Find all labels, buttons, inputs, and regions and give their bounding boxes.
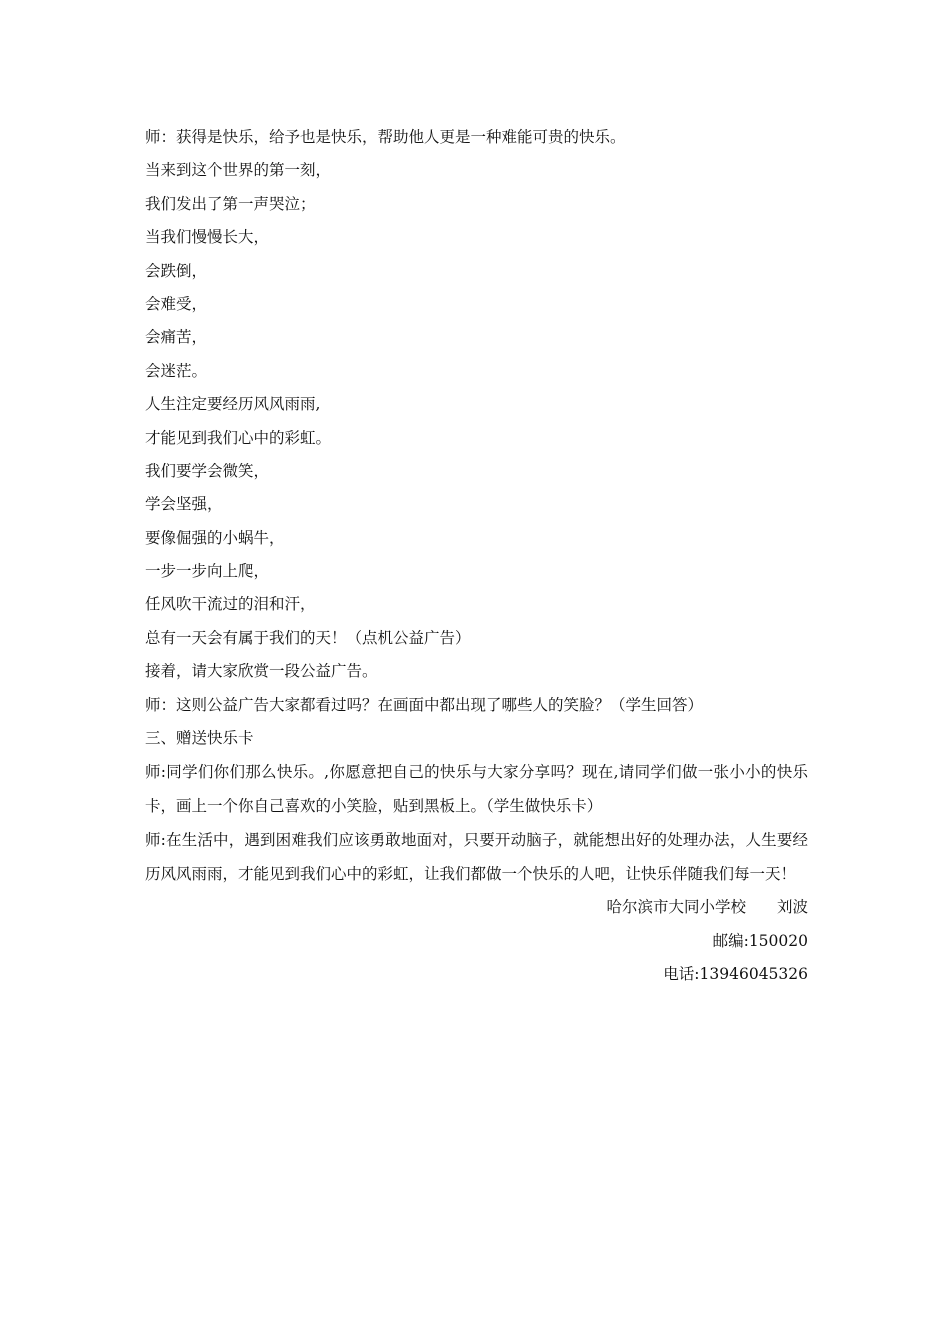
text-line: 会难受，	[145, 294, 208, 313]
text-line: 当来到这个世界的第一刻，	[145, 161, 332, 180]
text-line: 会迷茫。	[145, 361, 208, 380]
paragraph-closing: 师:在生活中，遇到困难我们应该勇敢地面对，只要开动脑子，就能想出好的处理办法，人生要经历风风雨雨，才能见到我们心中的彩虹，让我们都做一个快乐的人吧，让快乐伴随我们每一天！	[145, 831, 808, 884]
text-line: 我们要学会微笑，	[145, 461, 270, 480]
text-line: 师：这则公益广告大家都看过吗？在画面中都出现了哪些人的笑脸？（学生回答）	[145, 695, 704, 714]
text-line: 会痛苦，	[145, 328, 208, 347]
text-line: 接着，请大家欣赏一段公益广告。	[145, 662, 378, 681]
phone-number: 电话:13946045326	[663, 965, 808, 984]
text-line: 任风吹干流过的泪和汗，	[145, 595, 316, 614]
text-line: 我们发出了第一声哭泣；	[145, 194, 316, 213]
postcode: 邮编:150020	[712, 931, 808, 950]
text-line: 总有一天会有属于我们的天！（点机公益广告）	[145, 628, 471, 647]
text-line: 会跌倒，	[145, 261, 208, 280]
text-line: 当我们慢慢长大，	[145, 228, 270, 247]
school-author: 哈尔滨市大同小学校 刘波	[606, 898, 808, 917]
text-line: 才能见到我们心中的彩虹。	[145, 428, 332, 447]
text-line: 人生注定要经历风风雨雨,	[145, 395, 321, 414]
text-line: 学会坚强，	[145, 495, 223, 514]
document-body	[145, 121, 808, 992]
text-line: 要像倔强的小蜗牛，	[145, 528, 285, 547]
text-line: 师：获得是快乐，给予也是快乐，帮助他人更是一种难能可贵的快乐。	[145, 128, 626, 146]
paragraph-share-card: 师:同学们你们那么快乐。,你愿意把自己的快乐与大家分享吗？现在,请同学们做一张小小的快乐卡，画上一个你自己喜欢的小笑脸，贴到黑板上。（学生做快乐卡）	[145, 763, 808, 816]
text-line: 一步一步向上爬，	[145, 562, 270, 581]
section-heading: 三、赠送快乐卡	[145, 729, 254, 748]
